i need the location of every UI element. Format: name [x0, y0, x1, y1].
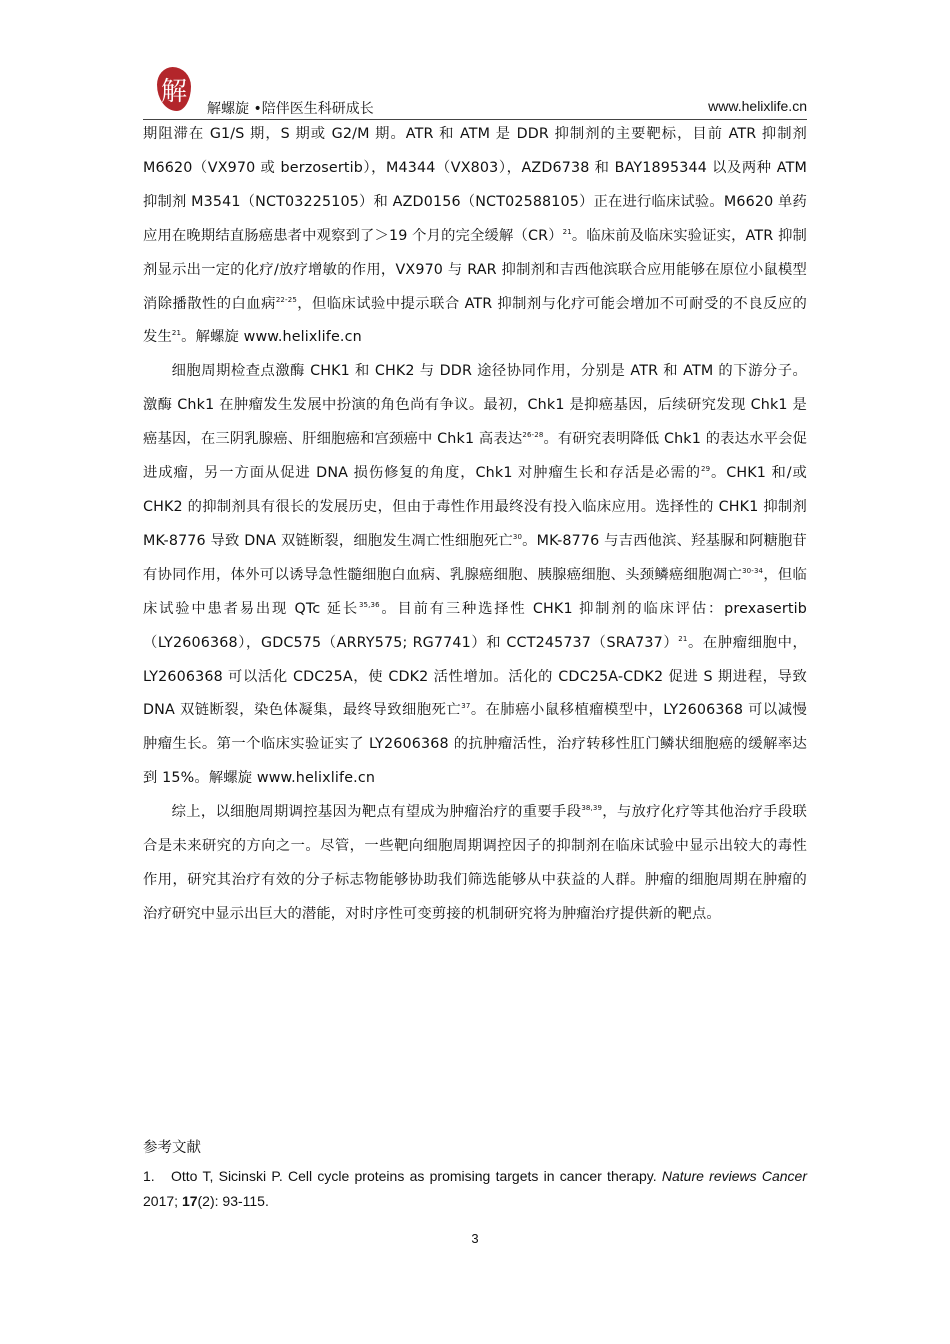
- page-number: 3: [471, 1231, 479, 1246]
- citation: 30-34: [742, 567, 764, 576]
- reference-item: 1. Otto T, Sicinski P. Cell cycle proteins as promising targets in cancer therapy. Nature reviews Cancer 2017; 17(2): 93-115.: [143, 1164, 807, 1214]
- citation: 21: [678, 634, 688, 643]
- citation: 26-28: [522, 431, 544, 440]
- header-url[interactable]: www.helixlife.cn: [708, 98, 807, 114]
- header-title: 解螺旋 •陪伴医生科研成长: [207, 101, 374, 117]
- citation: 22-25: [275, 295, 297, 304]
- reference-journal: Nature reviews Cancer: [661, 1168, 807, 1184]
- reference-volume: 17: [181, 1193, 198, 1209]
- citation: 29: [700, 465, 711, 474]
- helix-logo-icon: 解: [157, 67, 191, 111]
- citation: 21: [562, 227, 572, 236]
- paragraph-3: 综上，以细胞周期调控基因为靶点有望成为肿瘤治疗的重要手段$^{38,39}$，与放疗化疗等其他治疗手段联合是未来研究的方向之一。尽管，一些靶向细胞周期调控因子的抑制剂在临床试验中显示出较大的毒性作用，研究其治疗有效的分子标志物能够协助我们筛选能够从中获益的人群。肿瘤的细胞周期在肿瘤的治疗研究中显示出巨大的潜能，对时序性可变剪接的机制研究将为肿瘤治疗提供新的靶点。: [143, 804, 807, 922]
- citation: 38,39: [581, 804, 603, 813]
- article-body: [143, 118, 807, 932]
- citation: 35,36: [358, 600, 380, 609]
- references-heading: 参考文献: [143, 1140, 201, 1156]
- paragraph-2: 细胞周期检查点激酶 CHK1 和 CHK2 与 DDR 途径协同作用，分别是 ATR 和 ATM 的下游分子。激酶 Chk1 在肿瘤发生发展中扮演的角色尚有争议。最初，Chk1 是抑癌基因，后续研究发现 Chk1 是癌基因，在三阴乳腺癌、肝细胞癌和宫颈癌中 Chk1 高表达$^{26-28}$。有研究表明降低 Chk1 的表达水平会促进成瘤，另一方面从促进 DNA 损伤修复的角度，Chk1 对肿瘤生长和存活是必需的$^{29}$。CHK1 和/或 CHK2 的抑制剂具有很长的发展历史，但由于毒性作用最终没有投入临床应用。选择性的 CHK1 抑制剂 MK-8776 导致 DNA 双链断裂，细胞发生凋亡性细胞死亡$^{30}$。MK-8776 与吉西他滨、羟基脲和阿糖胞苷有协同作用，体外可以诱导急性髓细胞白血病、乳腺癌细胞、胰腺癌细胞、头颈鳞癌细胞凋亡$^{30-34}$，但临床试验中患者易出现 QTc 延长$^{35,36}$。目前有三种选择性 CHK1 抑制剂的临床评估：prexasertib（LY2606368），GDC575（ARRY575; RG7741）和 $CCT245737(SRA737)^{21}$。在肿瘤细胞中，LY2606368 可以活化 CDC25A，使 CDK2 活性增加。活化的 CDC25A-CDK2 促进 S 期进程，导致 DNA 双链断裂，染色体凝集，最终导致细胞死亡$^{37}$。在肺癌小鼠移植瘤模型中，LY2606368 可以减慢肿瘤生长。第一个临床实验证实了 LY2606368 的抗肿瘤活性，治疗转移性肛门鳞状细胞癌的缓解率达到 15%。解螺旋 www.helixlife.cn: [143, 363, 807, 787]
- citation: 21: [171, 329, 182, 338]
- citation: 30: [512, 533, 523, 542]
- paragraph-1: 期阻滞在 G1/S 期，S 期或 G2/M 期。ATR 和 ATM 是 DDR 抑制剂的主要靶标，目前 ATR 抑制剂 M6620（VX970 或 berzosertib），M4344（VX803），AZD6738 和 BAY1895344 以及两种 ATM 抑制剂 M3541（NCT03225105）和 AZD0156（NCT02588105）正在进行临床试验。M6620 单药应用在晚期结直肠癌患者中观察到了＞19 个月的完全缓解（CR）$^{21}$。临床前及临床实验证实，ATR 抑制剂显示出一定的化疗/放疗增敏的作用，VX970 与 RAR 抑制剂和吉西他滨联合应用能够在原位小鼠模型消除播散性的白血病$^{22-25}$，但临床试验中提示联合 ATR 抑制剂与化疗可能会增加不可耐受的不良反应的发生$^{21}$。解螺旋 www.helixlife.cn: [143, 126, 807, 346]
- citation: 37: [461, 702, 471, 711]
- reference-number: 1.: [143, 1168, 155, 1184]
